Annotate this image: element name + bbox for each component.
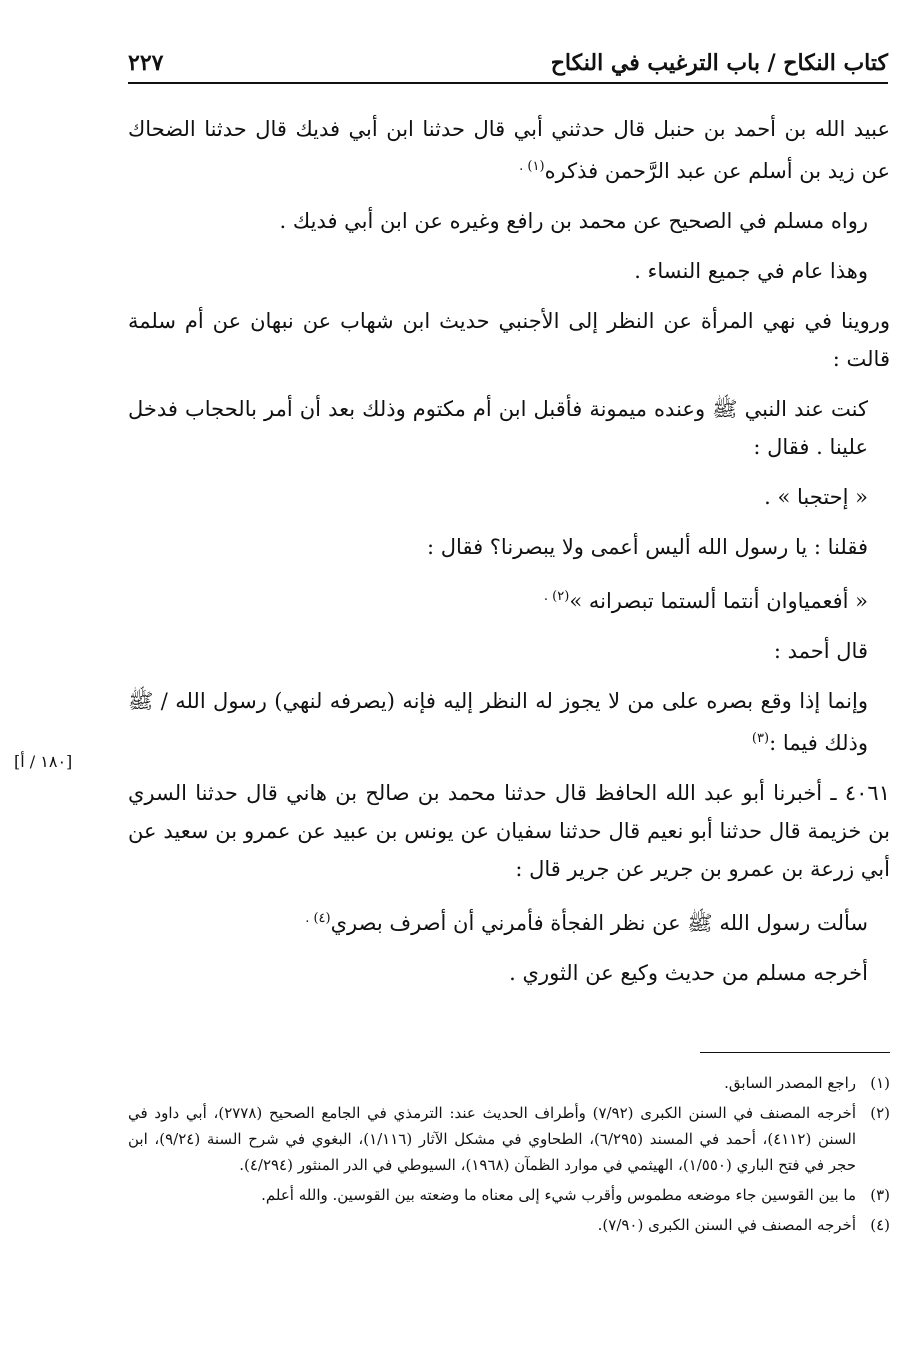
footnotes xyxy=(128,1070,890,1242)
paragraph: وإنما إذا وقع بصره على من لا يجوز له النظر إليه فإنه (يصرفه لنهي) رسول الله / ﷺ وذلك فيما :$^{(٣)}$ xyxy=(128,689,868,755)
paragraph: وهذا عام في جميع النساء . xyxy=(634,259,868,283)
footnote-ref: (٢) . xyxy=(543,589,570,604)
margin-folio-note: [١٨٠ / أ] xyxy=(14,752,73,771)
footnote-ref: (١) . xyxy=(519,159,545,174)
paragraph: فقلنا : يا رسول الله أليس أعمى ولا يبصرنا؟ فقال : xyxy=(427,535,868,559)
main-text xyxy=(128,110,890,1004)
paragraph: سألت رسول الله ﷺ عن نظر الفجأة فأمرني أن أصرف بصري$^{(٤) .}$ xyxy=(305,911,868,935)
paragraph: « أفعمياوان أنتما ألستما تبصرانه »$^{(٢) .}$ xyxy=(543,589,868,613)
chapter-title: كتاب النكاح / باب الترغيب في النكاح xyxy=(550,50,888,76)
paragraph: عبيد الله بن أحمد بن حنبل قال حدثني أبي قال حدثنا ابن أبي فديك قال حدثنا الضحاك عن زيد بن أسلم عن عبد الرَّحمن فذكره$^{(١) .}$ xyxy=(128,117,890,183)
paragraph: أخرجه مسلم من حديث وكيع عن الثوري . xyxy=(509,961,868,985)
running-header xyxy=(128,40,888,84)
page-number: ٢٢٧ xyxy=(128,50,164,76)
footnote: (٣) ما بين القوسين جاء موضعه مطموس وأقرب شيء إلى معناه ما وضعته بين القوسين. والله أعلم. xyxy=(261,1186,890,1204)
paragraph: وروينا في نهي المرأة عن النظر إلى الأجنبي حديث ابن شهاب عن نبهان عن أم سلمة قالت : xyxy=(128,309,890,371)
footnote-ref: (٣) xyxy=(751,731,770,746)
footnote: (٢) أخرجه المصنف في السنن الكبرى (٧/٩٢) وأطراف الحديث عند: الترمذي في الجامع الصحيح (٢٧٧٨)، أبي داود في السنن (٤١١٢)، أحمد في المسند (٦/٢٩٥)، الطحاوي في مشكل الآثار (١/١١٦)، البغوي في شرح السنة (٩/٢٤)، ابن حجر في فتح الباري (١/٥٥٠)، الهيثمي في موارد الظمآن (١٩٦٨)، السيوطي في الدر المنثور (٤/٢٩٤). xyxy=(128,1104,890,1174)
paragraph: قال أحمد : xyxy=(773,639,868,663)
footnote: (٤) أخرجه المصنف في السنن الكبرى (٧/٩٠). xyxy=(597,1216,890,1234)
paragraph: كنت عند النبي ﷺ وعنده ميمونة فأقبل ابن أم مكتوم وذلك بعد أن أمر بالحجاب فدخل علينا . فقال : xyxy=(128,397,868,459)
paragraph: « إحتجبا » . xyxy=(764,485,868,509)
footnote: (١) راجع المصدر السابق. xyxy=(724,1074,890,1092)
hadith-paragraph: ٤٠٦١ ـ أخبرنا أبو عبد الله الحافظ قال حدثنا محمد بن صالح بن هاني قال حدثنا السري بن خزيمة قال حدثنا أبو نعيم قال حدثنا سفيان عن يونس بن عبيد عن عمرو بن سعيد عن أبي زرعة بن عمرو بن جرير عن جرير قال : xyxy=(128,781,890,881)
paragraph: رواه مسلم في الصحيح عن محمد بن رافع وغيره عن ابن أبي فديك . xyxy=(279,209,868,233)
footnote-ref: (٤) . xyxy=(305,911,331,926)
footnote-divider xyxy=(700,1052,890,1053)
